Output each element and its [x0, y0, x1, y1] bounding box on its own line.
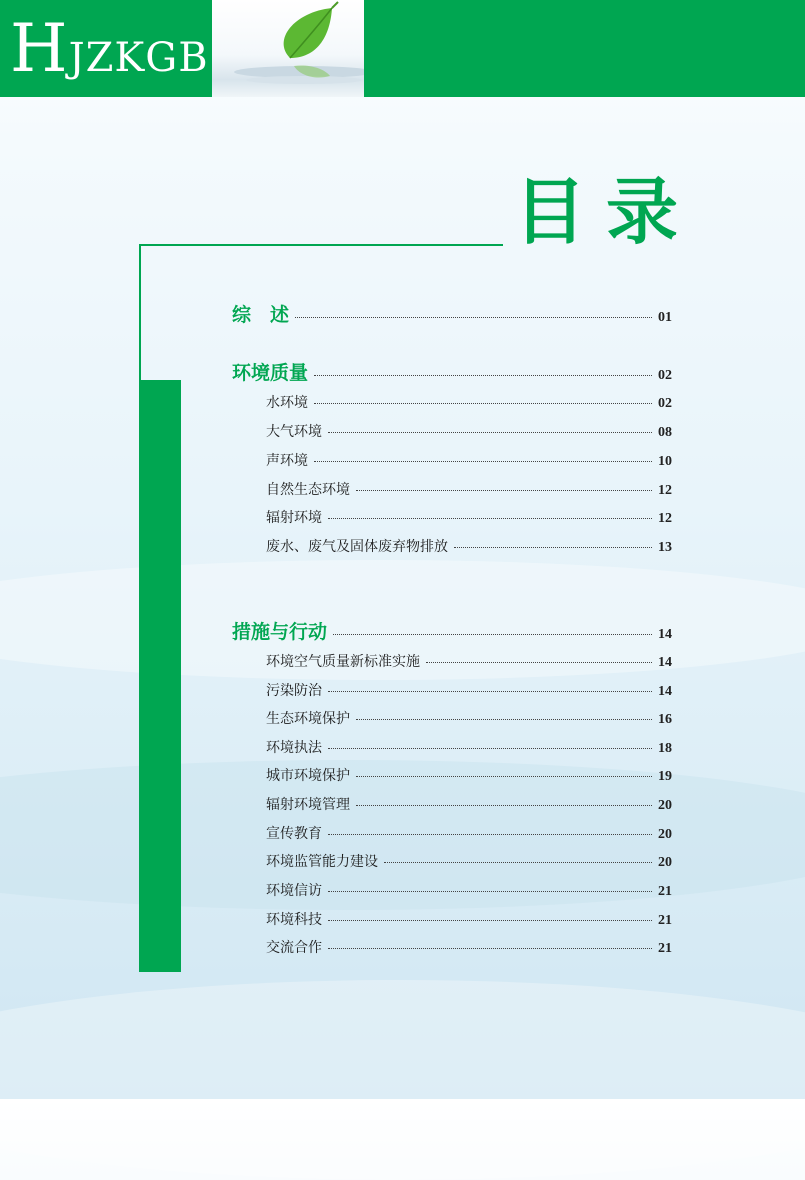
toc-item[interactable] [0, 851, 805, 871]
toc-item[interactable] [0, 909, 805, 929]
toc-item[interactable] [0, 536, 805, 556]
page-title: 目录 [514, 170, 699, 254]
toc-leader [328, 432, 652, 433]
toc-leader [328, 518, 652, 519]
toc-leader [328, 891, 652, 892]
toc-item[interactable] [0, 708, 805, 728]
toc-item[interactable] [0, 880, 805, 900]
toc-page-number: 12 [658, 511, 672, 526]
toc-item-label: 废水、废气及固体废弃物排放 [266, 539, 448, 555]
toc-page-number: 02 [658, 396, 672, 411]
toc-item[interactable] [0, 421, 805, 441]
toc-page-number: 18 [658, 741, 672, 756]
toc-page-number: 20 [658, 827, 672, 842]
toc-leader [314, 461, 652, 462]
toc-page-number: 01 [658, 310, 672, 325]
logo-letters: JZKGB [68, 34, 209, 81]
toc-item-label: 环境监管能力建设 [266, 854, 378, 870]
toc-page-number: 14 [658, 627, 672, 642]
toc-item-label: 生态环境保护 [266, 711, 350, 727]
toc-leader [356, 805, 652, 806]
toc-page-number: 02 [658, 368, 672, 383]
title-rule [139, 244, 503, 246]
toc-item-label: 辐射环境 [266, 510, 322, 526]
toc-page-number: 21 [658, 884, 672, 899]
toc-section-summary[interactable] [0, 300, 805, 327]
toc-section-measures-actions[interactable] [0, 617, 805, 644]
toc-leader [314, 403, 652, 404]
toc-page-number: 10 [658, 454, 672, 469]
toc-item[interactable] [0, 765, 805, 785]
toc-item-label: 环境信访 [266, 883, 322, 899]
toc-item[interactable] [0, 507, 805, 527]
toc-item[interactable] [0, 479, 805, 499]
toc-item-label: 宣传教育 [266, 826, 322, 842]
toc-page-number: 14 [658, 684, 672, 699]
toc-leader [295, 317, 652, 318]
toc-item-label: 城市环境保护 [266, 768, 350, 784]
toc-leader [356, 490, 652, 491]
toc-section-label: 环境质量 [232, 362, 309, 384]
toc-section-environment-quality[interactable] [0, 358, 805, 385]
toc-item-label: 辐射环境管理 [266, 797, 350, 813]
toc-item-label: 环境科技 [266, 912, 322, 928]
toc-leader [328, 948, 652, 949]
toc-leader [356, 776, 652, 777]
toc-leader [333, 634, 652, 635]
toc-item[interactable] [0, 937, 805, 957]
toc-item[interactable] [0, 823, 805, 843]
toc-item[interactable] [0, 392, 805, 412]
toc-leader [328, 834, 652, 835]
toc-page-number: 20 [658, 855, 672, 870]
toc-item[interactable] [0, 450, 805, 470]
logo [10, 0, 209, 97]
toc-item[interactable] [0, 680, 805, 700]
toc-page-number: 12 [658, 483, 672, 498]
toc-item-label: 污染防治 [266, 683, 322, 699]
toc-leader [328, 691, 652, 692]
toc-page-number: 13 [658, 540, 672, 555]
toc-item-label: 交流合作 [266, 940, 322, 956]
toc-item[interactable] [0, 794, 805, 814]
toc-page-number: 19 [658, 769, 672, 784]
leaf-on-water-icon [212, 0, 364, 97]
leaf-image [212, 0, 364, 97]
toc-page-number: 21 [658, 941, 672, 956]
toc-page-number: 16 [658, 712, 672, 727]
toc-item-label: 大气环境 [266, 424, 322, 440]
toc-page-number: 08 [658, 425, 672, 440]
toc-page-number: 21 [658, 913, 672, 928]
toc-item-label: 自然生态环境 [266, 482, 350, 498]
toc-leader [426, 662, 652, 663]
toc-leader [314, 375, 652, 376]
toc-item-label: 环境执法 [266, 740, 322, 756]
logo-initial: H [10, 9, 69, 87]
toc-item-label: 水环境 [266, 395, 308, 411]
toc-page-number: 14 [658, 655, 672, 670]
toc-section-label: 综 述 [232, 304, 290, 326]
toc-page-number: 20 [658, 798, 672, 813]
toc-leader [328, 748, 652, 749]
toc-item-label: 环境空气质量新标准实施 [266, 654, 420, 670]
toc-item-label: 声环境 [266, 453, 308, 469]
toc-section-label: 措施与行动 [232, 621, 328, 643]
background-wave [0, 980, 805, 1180]
toc-leader [356, 719, 652, 720]
toc-leader [384, 862, 652, 863]
toc-item[interactable] [0, 651, 805, 671]
toc-leader [454, 547, 652, 548]
toc-leader [328, 920, 652, 921]
toc-item[interactable] [0, 737, 805, 757]
